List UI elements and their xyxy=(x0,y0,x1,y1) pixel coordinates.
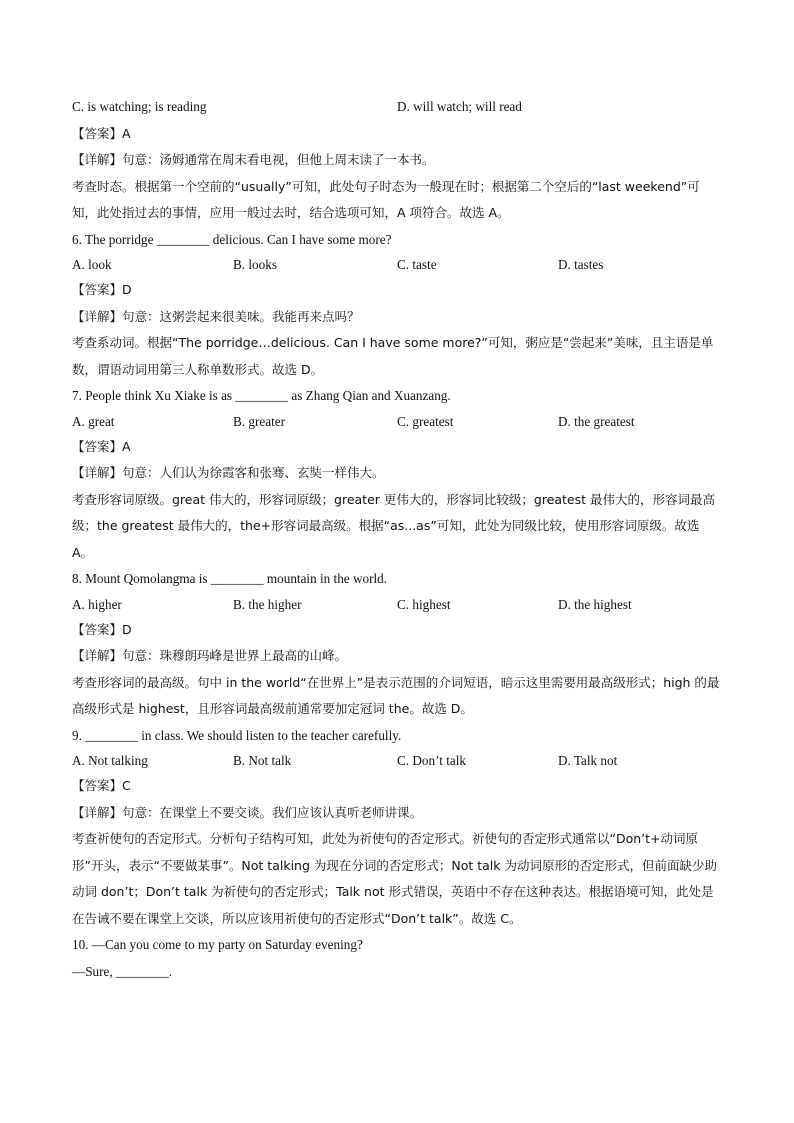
q6-option-b[interactable]: B. looks xyxy=(233,257,277,272)
q6-detail-body: 考查系动词。根据“The porridge…delicious. Can I have some more?”可知，粥应是“尝起来”美味，且主语是单数，谓语动词用第三人称单数形式。故选 D。 xyxy=(72,335,714,377)
q7-option-a[interactable]: A. great xyxy=(72,413,115,429)
q8-option-b[interactable]: B. the higher xyxy=(233,596,302,612)
q9-option-a[interactable]: A. Not talking xyxy=(72,753,148,768)
q8-option-a[interactable]: A. higher xyxy=(72,596,122,612)
q7-detail-body: 考查形容词原级。great 伟大的，形容词原级；greater 更伟大的，形容词比较级；greatest 最伟大的，形容词最高级；the greatest 最伟大的，the+形容词最高级。根据“as...as”可知，此处为同级比较，使用形容词原级。故选 A。 xyxy=(72,491,716,560)
q8-detail-body: 考查形容词的最高级。句中 in the world“在世界上”是表示范围的介词短语，暗示这里需要用最高级形式；high 的最高级形式是 highest，且形容词最高级前通常要加定冠词 the。故选 D。 xyxy=(72,674,720,716)
exam-content xyxy=(72,94,722,985)
q5-option-d[interactable]: D. will watch; will read xyxy=(397,99,522,114)
q8-options xyxy=(72,593,722,617)
q5-detail-body: 考查时态。根据第一个空前的“usually”可知，此处句子时态为一般现在时；根据第二个空后的“last weekend”可知，此处指过去的事情，应用一般过去时，结合选项可知，A 项符合。故选 A。 xyxy=(72,178,700,220)
q6-stem: 6. The porridge ________ delicious. Can I have some more? xyxy=(72,231,392,247)
q8-stem: 8. Mount Qomolangma is ________ mountain in the world. xyxy=(72,571,388,586)
q9-option-b[interactable]: B. Not talk xyxy=(233,753,292,768)
q7-options xyxy=(72,410,722,434)
q9-option-c[interactable]: C. Don’t talk xyxy=(397,753,466,768)
q6-detail-head: 【详解】句意：这粥尝起来很美味。我能再来点吗？ xyxy=(72,308,360,324)
q9-detail-head: 【详解】句意：在课堂上不要交谈。我们应该认真听老师讲课。 xyxy=(72,804,423,820)
q9-options xyxy=(72,749,722,773)
q8-detail-head: 【详解】句意：珠穆朗玛峰是世界上最高的山峰。 xyxy=(72,648,348,663)
q6-answer: 【答案】D xyxy=(72,282,132,297)
q6-option-c[interactable]: C. taste xyxy=(397,257,437,272)
q7-stem: 7. People think Xu Xiake is as ________ as Zhang Qian and Xuanzang. xyxy=(72,388,451,403)
q5-detail-head: 【详解】句意：汤姆通常在周末看电视，但他上周末读了一本书。 xyxy=(72,152,435,167)
q5-option-c[interactable]: C. is watching; is reading xyxy=(72,99,207,114)
q7-option-d[interactable]: D. the greatest xyxy=(558,413,635,429)
q9-stem: 9. ________ in class. We should listen to the teacher carefully. xyxy=(72,727,402,743)
q6-options xyxy=(72,253,722,277)
q10-stem-line1: 10. —Can you come to my party on Saturday evening? xyxy=(72,937,363,952)
q8-option-c[interactable]: C. highest xyxy=(397,596,451,612)
q7-option-c[interactable]: C. greatest xyxy=(397,413,454,429)
q9-answer: 【答案】C xyxy=(72,778,131,793)
q10-stem-line2: —Sure, ________. xyxy=(72,963,173,979)
q6-option-a[interactable]: A. look xyxy=(72,257,112,272)
q5-options xyxy=(72,94,722,121)
q6-option-d[interactable]: D. tastes xyxy=(558,257,604,272)
q8-answer: 【答案】D xyxy=(72,621,132,637)
q9-option-d[interactable]: D. Talk not xyxy=(558,753,618,768)
q7-detail-head: 【详解】句意：人们认为徐霞客和张骞、玄奘一样伟大。 xyxy=(72,465,385,480)
q8-option-d[interactable]: D. the highest xyxy=(558,596,632,612)
q7-option-b[interactable]: B. greater xyxy=(233,413,285,429)
q7-answer: 【答案】A xyxy=(72,438,131,454)
q5-answer: 【答案】A xyxy=(72,125,131,141)
q9-detail-body: 考查祈使句的否定形式。分析句子结构可知，此处为祈使句的否定形式。祈使句的否定形式通常以“Don’t+动词原形”开头，表示“不要做某事”。Not talking 为现在分词的否定形式；Not talk 为动词原形的否定形式，但前面缺少助动词 don’t；Don’t talk 为祈使句的否定形式；Talk not 形式错误，英语中不存在这种表达。根据语境可知，此处是在告诫不要在课堂上交谈，所以应该用祈使句的否定形式“Don’t talk”。故选 C。 xyxy=(72,831,717,926)
